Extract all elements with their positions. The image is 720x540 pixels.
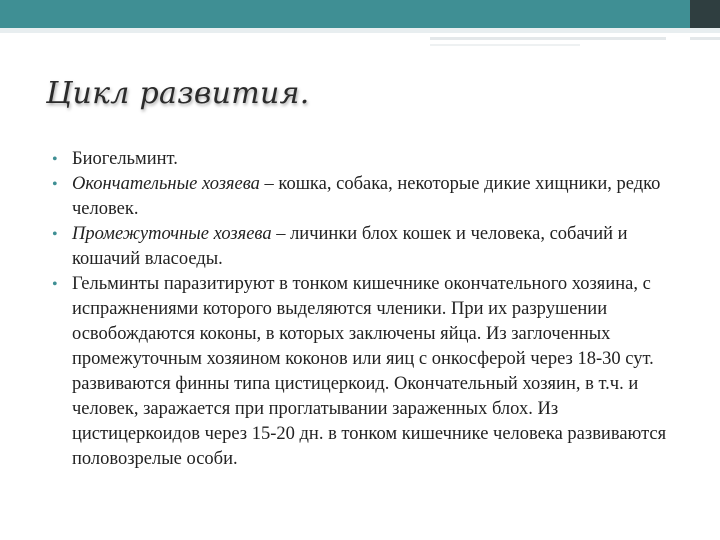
bullet-icon: •	[52, 176, 58, 193]
slide-title: Цикл развития.	[46, 76, 310, 111]
bullet-item	[52, 172, 672, 222]
bullet-icon: •	[52, 151, 58, 168]
decorative-line	[430, 44, 580, 46]
header-bar	[0, 0, 720, 28]
bullet-term: Промежуточные хозяева	[72, 224, 272, 244]
bullet-text: – личинки блох кошек и человека, собачий и кошачий власоеды.	[72, 224, 628, 269]
bullet-icon: •	[52, 226, 58, 243]
header-corner-block	[690, 0, 720, 28]
bullet-term: Окончательные хозяева	[72, 174, 260, 194]
decorative-line	[690, 37, 720, 40]
bullet-text: Гельминты паразитируют в тонком кишечнике окончательного хозяина, с испражнениями которого выделяются членики. При их разрушении освобождаются коконы, в которых заключены яйца. Из заглоченных промежуточным хозяином коконов или яиц с онкосферой через 18-30 сут. развиваются финны типа цистицеркоид. Окончательный хозяин, в т.ч. и человек, заражается при проглатывании зараженных блох. Из цистицеркоидов через 15-20 дн. в тонком кишечнике человека развиваются половозрелые особи.	[72, 274, 667, 469]
bullet-item	[52, 222, 672, 272]
bullet-text: Биогельминт.	[72, 149, 178, 169]
bullet-item	[52, 272, 672, 472]
decorative-line	[430, 37, 666, 40]
header-underline	[0, 28, 720, 33]
bullet-text: – кошка, собака, некоторые дикие хищники, редко человек.	[72, 174, 661, 219]
bullet-list	[52, 147, 672, 472]
bullet-item	[52, 147, 672, 172]
bullet-icon: •	[52, 276, 58, 293]
